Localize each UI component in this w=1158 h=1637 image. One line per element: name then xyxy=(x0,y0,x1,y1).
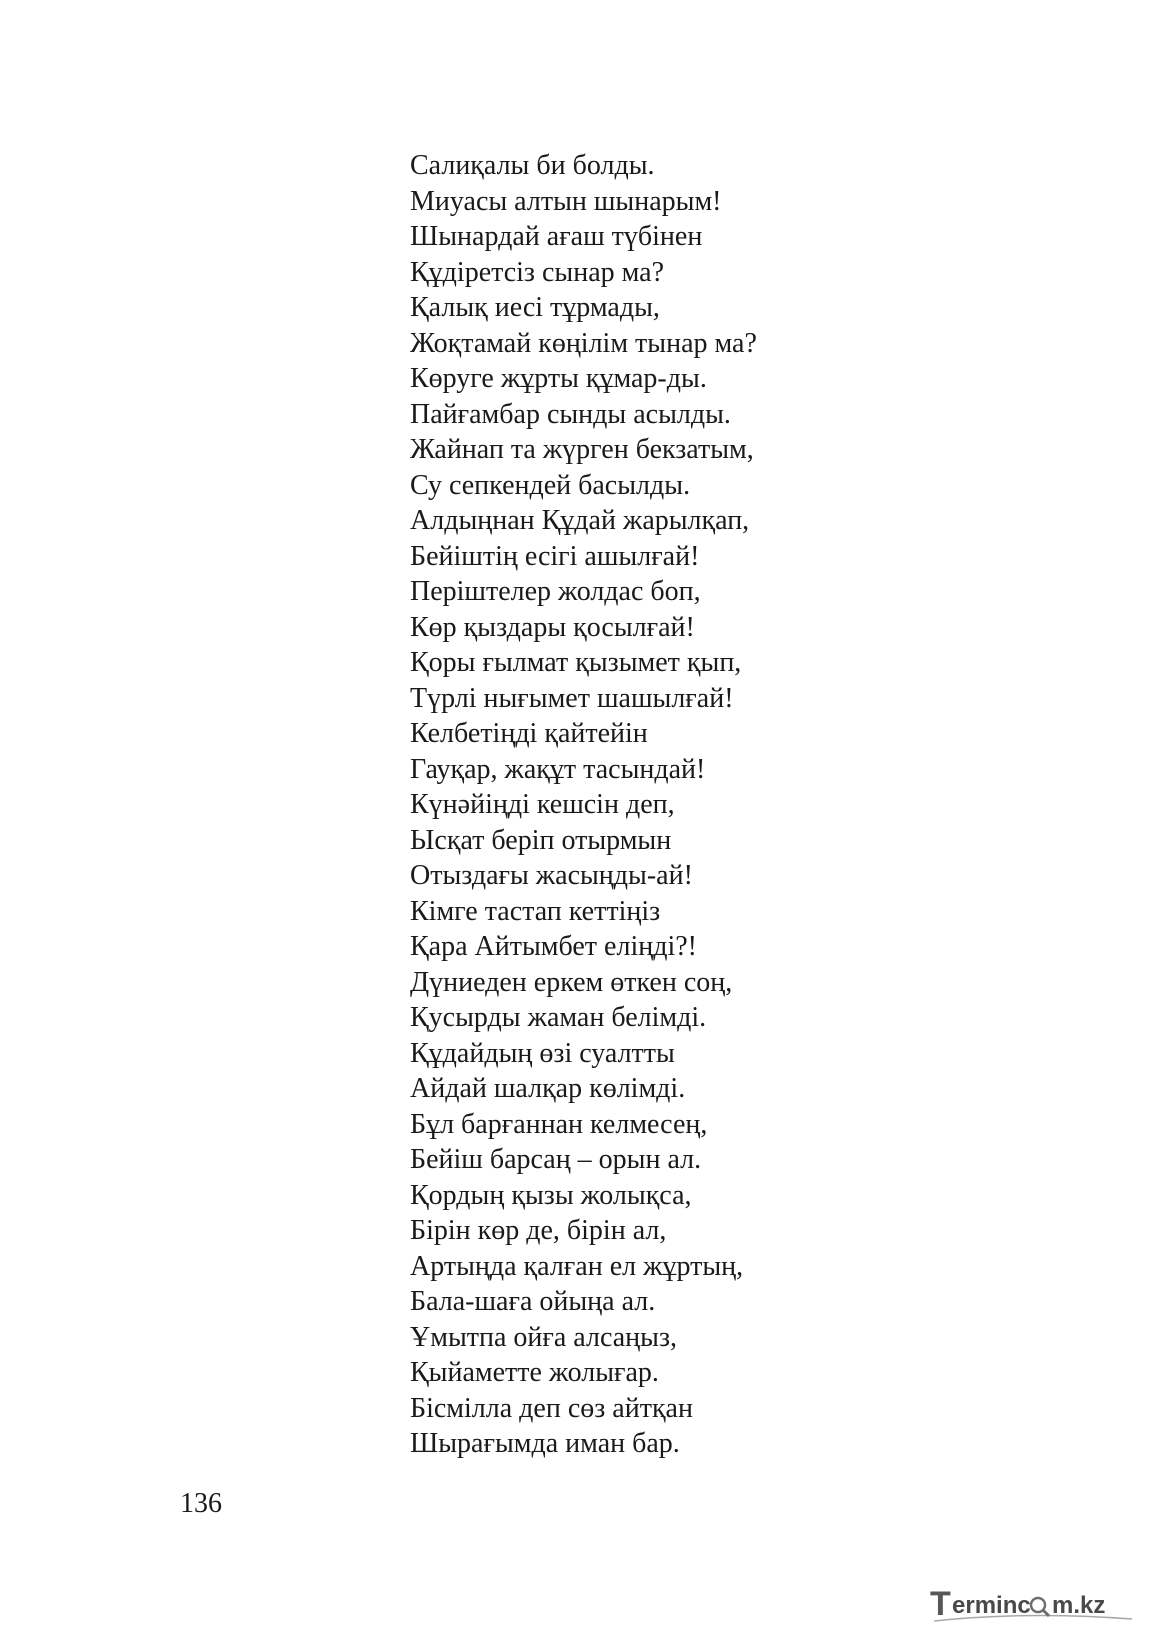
poem-line: Қоры ғылмат қызымет қып, xyxy=(410,647,742,678)
poem-line: Бісмілла деп сөз айтқан xyxy=(410,1392,693,1424)
poem-line: Бала-шаға ойыңа ал. xyxy=(410,1286,656,1317)
poem-line: Көр қыздары қосылғай! xyxy=(410,611,695,643)
poem-line: Күнәйіңді кешсін деп, xyxy=(410,789,675,820)
poem-line: Жоқтамай көңілім тынар ма? xyxy=(410,327,757,359)
poem-line: Бейіштің есігі ашылғай! xyxy=(410,540,700,572)
magnifier-icon xyxy=(1031,1598,1049,1616)
poem-line: Дүниеден еркем өткен соң, xyxy=(410,966,733,998)
poem-line: Гауқар, жақұт тасындай! xyxy=(410,753,706,785)
poem-line: Қусырды жаман белімді. xyxy=(410,1002,707,1033)
poem-line: Отыздағы жасыңды-ай! xyxy=(410,860,693,891)
poem-line: Салиқалы би болды. xyxy=(410,150,655,181)
poem-line: Пайғамбар сынды асылды. xyxy=(410,398,731,430)
poem-line: Қара Айтымбет еліңді?! xyxy=(410,931,697,962)
poem-line: Періштелер жолдас боп, xyxy=(410,576,701,607)
poem-line: Келбетіңді қайтейін xyxy=(410,718,648,749)
termincom-logo xyxy=(928,1581,1138,1625)
poem-line: Су сепкендей басылды. xyxy=(410,469,691,501)
poem-text xyxy=(410,148,930,1462)
termincom-logo-mark xyxy=(928,1581,1138,1625)
poem-line: Кімге тастап кеттіңіз xyxy=(410,895,661,927)
poem-line: Қалық иесі тұрмады, xyxy=(410,292,660,323)
poem-line: Қордың қызы жолықса, xyxy=(410,1179,692,1211)
poem-line: Түрлі нығымет шашылғай! xyxy=(410,682,734,714)
poem-line: Ысқат беріп отырмын xyxy=(410,824,672,856)
poem-line: Шынардай ағаш түбінен xyxy=(410,221,703,252)
poem-line: Құдіретсіз сынар ма? xyxy=(410,256,665,288)
poem-line: Шырағымда иман бар. xyxy=(410,1428,680,1459)
poem-line: Көруге жұрты құмар-ды. xyxy=(410,363,707,394)
poem-line: Жайнап та жүрген бекзатым, xyxy=(410,434,754,465)
svg-text:m.kz: m.kz xyxy=(1052,1592,1106,1619)
poem-line: Бұл барғаннан келмесең, xyxy=(410,1108,708,1140)
poem-line: Ұмытпа ойға алсаңыз, xyxy=(410,1321,677,1353)
poem-line: Артыңда қалған ел жұртың, xyxy=(410,1250,744,1282)
poem-line: Қыйаметте жолығар. xyxy=(410,1357,659,1388)
page-number: 136 xyxy=(180,1488,222,1519)
poem-line: Құдайдың өзі суалтты xyxy=(410,1037,675,1069)
svg-text:erminc: erminc xyxy=(952,1592,1031,1619)
poem-line: Бірін көр де, бірін ал, xyxy=(410,1215,667,1246)
poem-line: Миуасы алтын шынарым! xyxy=(410,185,722,217)
svg-text:T: T xyxy=(930,1585,951,1623)
poem-line: Бейіш барсаң – орын ал. xyxy=(410,1144,702,1175)
poem-line: Айдай шалқар көлімді. xyxy=(410,1073,686,1104)
poem-line: Алдыңнан Құдай жарылқап, xyxy=(410,505,750,536)
